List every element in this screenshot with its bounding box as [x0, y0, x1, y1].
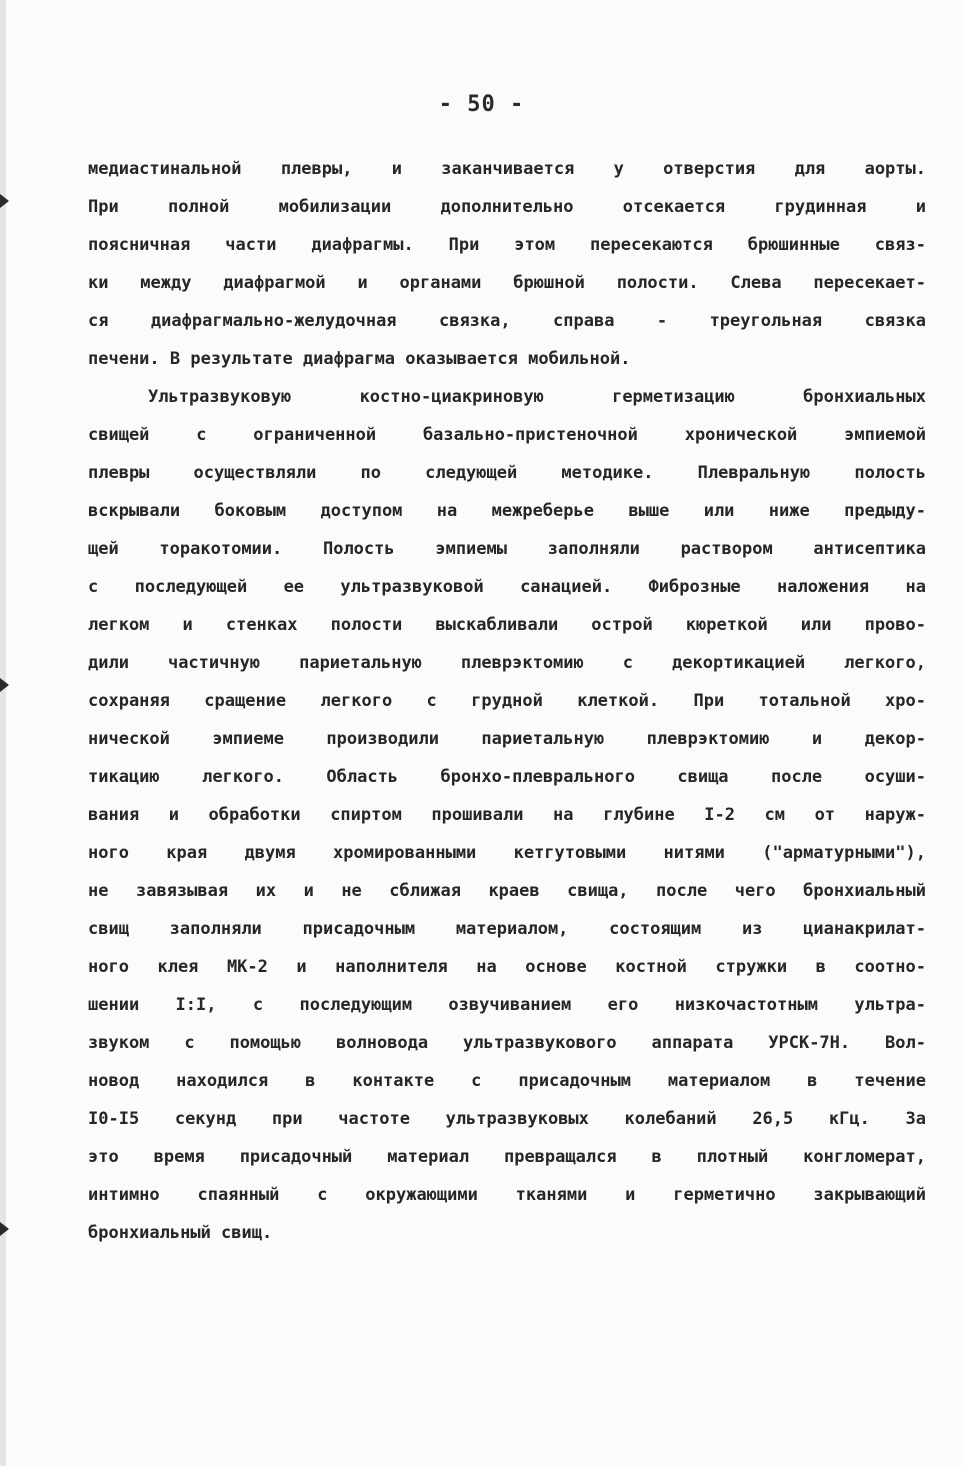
text-line: с последующей ее ультразвуковой санацией. Фиброзные наложения на — [88, 577, 926, 597]
text-line: это время присадочный материал превращался в плотный конгломерат, — [88, 1147, 926, 1167]
text-line: вскрывали боковым доступом на межреберье выше или ниже предыду- — [88, 501, 926, 521]
text-line: интимно спаянный с окружающими тканями и герметично закрывающий — [88, 1185, 926, 1205]
text-line: вания и обработки спиртом прошивали на глубине I-2 см от наруж- — [88, 805, 926, 825]
text-line: медиастинальной плевры, и заканчивается у отверстия для аорты. — [88, 159, 926, 179]
body-text — [88, 150, 926, 1252]
text-line: новод находился в контакте с присадочным материалом в течение — [88, 1071, 926, 1091]
text-line: плевры осуществляли по следующей методике. Плевральную полость — [88, 463, 926, 483]
text-line: звуком с помощью волновода ультразвукового аппарата УРСК-7Н. Вол- — [88, 1033, 926, 1053]
text-line: печени. В результате диафрагма оказывается мобильной. — [88, 349, 631, 369]
text-line: легком и стенках полости выскабливали острой кюреткой или прово- — [88, 615, 926, 635]
text-line: ного клея МК-2 и наполнителя на основе костной стружки в соотно- — [88, 957, 926, 977]
text-line: поясничная части диафрагмы. При этом пересекаются брюшинные связ- — [88, 235, 926, 255]
text-line: свищ заполняли присадочным материалом, состоящим из цианакрилат- — [88, 919, 926, 939]
text-line: шении I:I, с последующим озвучиванием его низкочастотным ультра- — [88, 995, 926, 1015]
text-line: Ультразвуковую костно-циакриновую герметизацию бронхиальных — [148, 387, 926, 407]
text-line: I0-I5 секунд при частоте ультразвуковых колебаний 26,5 кГц. За — [88, 1109, 926, 1129]
text-line: нической эмпиеме производили париетальную плеврэктомию и декор- — [88, 729, 926, 749]
text-line: щей торакотомии. Полость эмпиемы заполняли раствором антисептика — [88, 539, 926, 559]
text-line: не завязывая их и не сближая краев свища, после чего бронхиальный — [88, 881, 926, 901]
text-line: ки между диафрагмой и органами брюшной полости. Слева пересекает- — [88, 273, 926, 293]
text-line: ного края двумя хромированными кетгутовыми нитями ("арматурными"), — [88, 843, 926, 863]
text-line: ся диафрагмально-желудочная связка, справа - треугольная связка — [88, 311, 926, 331]
text-line: тикацию легкого. Область бронхо-плеврального свища после осуши- — [88, 767, 926, 787]
text-line: бронхиальный свищ. — [88, 1223, 273, 1243]
scan-left-edge — [0, 0, 6, 1466]
page-number: - 50 - — [438, 92, 525, 117]
text-line: дили частичную париетальную плеврэктомию с декортикацией легкого, — [88, 653, 926, 673]
text-line: сохраняя сращение легкого с грудной клеткой. При тотальной хро- — [88, 691, 926, 711]
text-line: свищей с ограниченной базально-пристеночной хронической эмпиемой — [88, 425, 926, 445]
text-line: При полной мобилизации дополнительно отсекается грудинная и — [88, 197, 926, 217]
